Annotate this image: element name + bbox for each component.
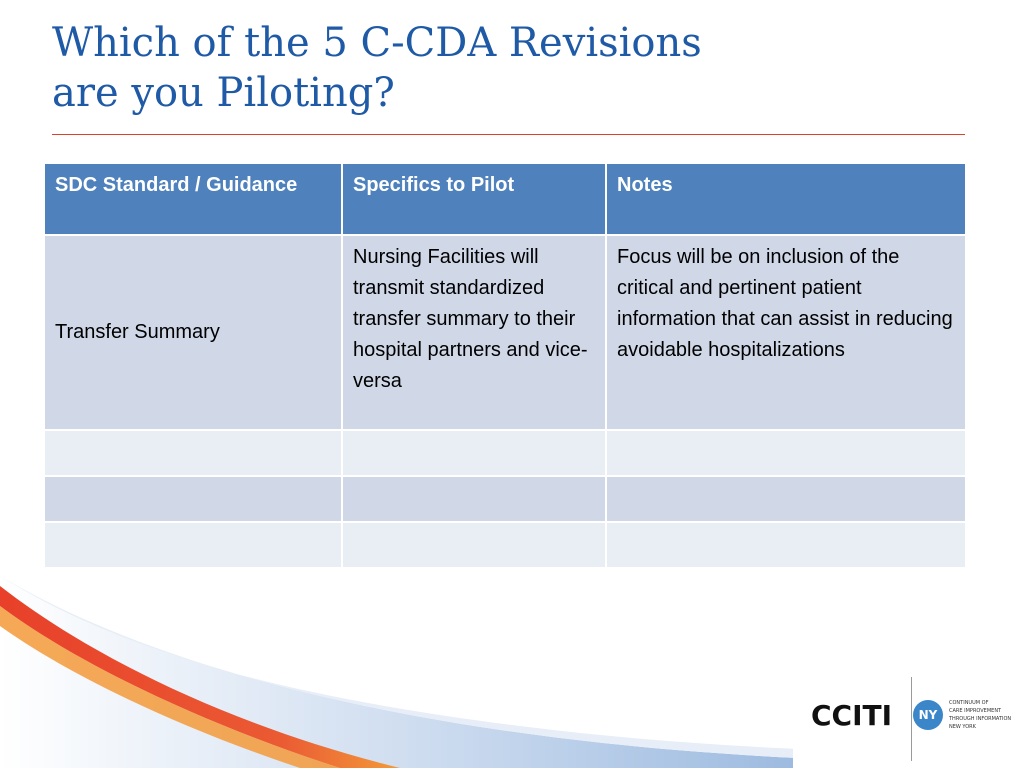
header-sdc-standard: SDC Standard / Guidance [44,163,342,235]
slide-title-line-2: are you Piloting? [52,70,395,116]
logo-wordmark: CCITI [811,699,893,732]
logo-ny-badge: NY [913,700,943,730]
table-cell-specifics: Nursing Facilities will transmit standardized transfer summary to their hospital partners and vice-versa [342,235,606,430]
table-row [44,235,966,430]
logo-tagline-line-1: CONTINUUM OF [949,700,989,706]
pilot-table [43,162,967,569]
table-cell-standard: Transfer Summary [44,235,342,430]
table-cell-specifics [342,430,606,476]
header-notes: Notes [606,163,966,235]
logo-tagline [949,699,1021,731]
logo-tagline-line-4: NEW YORK [949,724,976,730]
header-specifics-to-pilot: Specifics to Pilot [342,163,606,235]
title-underline-rule [52,134,965,135]
logo-tagline-line-2: CARE IMPROVEMENT [949,708,1002,714]
table-cell-notes [606,476,966,522]
logo-divider [911,677,912,761]
table-row [44,430,966,476]
logo-tagline-line-3: THROUGH INFORMATION [949,716,1012,722]
slide-title [52,18,952,118]
table-cell-notes [606,522,966,568]
table-row [44,522,966,568]
table-cell-standard [44,476,342,522]
table-header-row [44,163,966,235]
slide-title-line-1: Which of the 5 C-CDA Revisions [52,20,702,66]
table-cell-notes [606,430,966,476]
table-cell-specifics [342,522,606,568]
ccitiny-logo [793,667,1024,768]
table-cell-notes: Focus will be on inclusion of the critical and pertinent patient information that can assist in reducing avoidable hospitalizations [606,235,966,430]
table-cell-standard [44,430,342,476]
table-row [44,476,966,522]
table-cell-specifics [342,476,606,522]
table-cell-standard [44,522,342,568]
